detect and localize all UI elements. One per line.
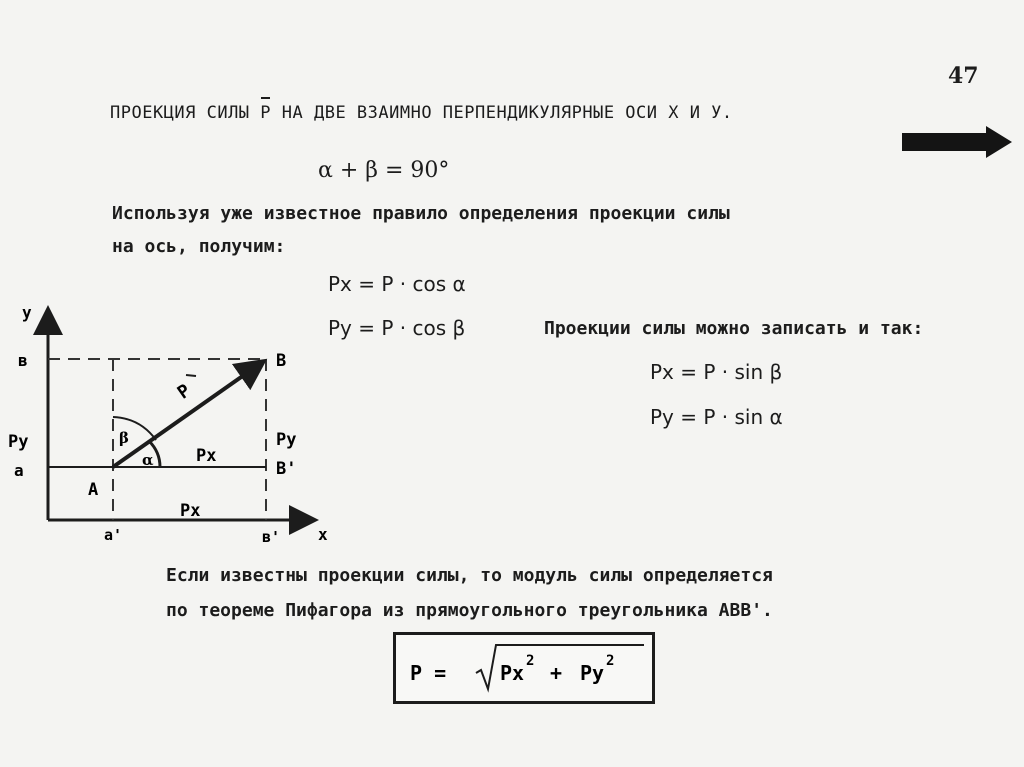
p-vector-bar [186, 375, 196, 376]
force-projection-diagram [0, 280, 345, 550]
equation-px-cos: Px = P · cos α [328, 272, 466, 296]
y-axis-label: y [22, 303, 32, 322]
title-part-1: ПРОЕКЦИЯ СИЛЫ [110, 103, 261, 123]
alternative-note: Проекции силы можно записать и так: [544, 318, 924, 339]
pythagoras-formula-box [393, 632, 655, 704]
conclusion-line-1: Если известны проекции силы, то модуль силы определяется [166, 565, 773, 586]
formula-lhs: P = [410, 661, 447, 685]
label-py-right: Py [276, 430, 297, 450]
formula-px-exponent: 2 [526, 653, 535, 669]
label-px-bottom: Px [180, 501, 201, 521]
formula-plus: + [550, 661, 563, 685]
angle-equation: α + β = 90° [318, 158, 450, 183]
intro-line-1: Используя уже известное правило определения проекции силы [112, 203, 730, 224]
label-b-prime-bottom: в' [262, 528, 281, 546]
label-p-vector: P [173, 380, 195, 404]
label-b-left: в [18, 351, 28, 370]
label-alpha: α [142, 451, 154, 469]
pythagoras-formula [396, 635, 652, 701]
equation-px-sin: Px = P · sin β [650, 360, 783, 384]
x-axis-label: x [318, 525, 328, 544]
label-py-left: Py [8, 432, 29, 452]
title-vector-p: P [260, 103, 272, 123]
label-b-prime: B' [276, 459, 297, 479]
label-beta: β [119, 429, 129, 447]
label-px-inner: Px [196, 446, 217, 466]
page-number: 47 [948, 63, 979, 89]
conclusion-line-2: по теореме Пифагора из прямоугольного треугольника ABB'. [166, 600, 773, 621]
formula-px: Px [500, 661, 525, 685]
slide-title [110, 103, 733, 123]
force-vector-p [113, 361, 264, 467]
equation-py-cos: Py = P · cos β [328, 316, 466, 340]
arrow-right-icon[interactable] [900, 124, 1012, 160]
formula-py: Py [580, 661, 605, 685]
label-point-b: B [276, 351, 287, 371]
intro-line-2: на ось, получим: [112, 236, 286, 257]
title-part-2: НА ДВЕ ВЗАИМНО ПЕРПЕНДИКУЛЯРНЫЕ ОСИ X И У. [271, 103, 733, 123]
formula-py-exponent: 2 [606, 653, 615, 669]
equation-py-sin: Py = P · sin α [650, 405, 783, 429]
label-a-left: a [14, 461, 24, 480]
label-point-a: A [88, 480, 99, 500]
label-a-prime: a' [104, 526, 123, 544]
